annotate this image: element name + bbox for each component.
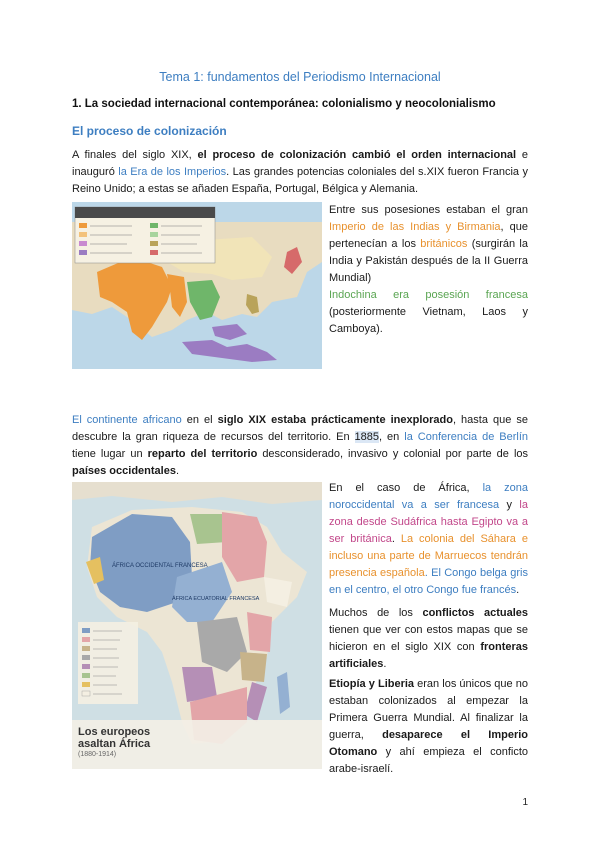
intro-text: A finales del siglo XIX,	[72, 149, 198, 161]
africa-intro-bold: reparto del territorio	[147, 448, 258, 460]
asia-text: (surgirán la India y Pakistán después de la II Guerra Mundial)	[329, 238, 528, 284]
conflictos-bold: conflictos actuales	[422, 607, 528, 619]
caption-years: (1880-1914)	[78, 751, 117, 758]
asia-paragraph-2	[329, 287, 528, 338]
page-title: Tema 1: fundamentos del Periodismo Internacional	[159, 70, 441, 84]
africa-text: En el caso de África,	[329, 482, 483, 494]
year-highlight: 1885	[354, 431, 380, 443]
asia-paragraph-1	[329, 202, 528, 287]
imperio-otomano-bold: desaparece el Imperio Otomano	[329, 729, 528, 758]
intro-bold: el proceso de colonización cambió el orden internacional	[197, 149, 517, 161]
africa-paragraph-3	[329, 676, 528, 778]
asia-map-graphic	[72, 202, 322, 369]
africa-intro-text: , en	[379, 431, 405, 443]
britanicos-highlight: británicos	[420, 238, 468, 250]
intro-text: . Las grandes potencias coloniales del s.XIX fueron Francia y Reino Unido; a estas se añaden España, Portugal, Bélgica y Alemania.	[72, 166, 528, 195]
africa-intro-bold: siglo XIX estaba prácticamente inexplorado	[217, 414, 453, 426]
congo-frances-highlight: el otro Congo fue francés	[392, 584, 517, 596]
zona-britanica-highlight: la zona desde Sudáfrica hasta Egipto va a ser británica	[329, 499, 528, 545]
aof-label: ÁFRICA OCCIDENTAL FRANCESA	[112, 563, 208, 569]
caption-line-1: Los europeos	[78, 726, 151, 738]
sahara-espanola-highlight: La colonia del Sáhara e incluso una parte de Marruecos tendrán presencia española	[329, 533, 528, 579]
indias-birmania-highlight: Imperio de las Indias y Birmania	[329, 221, 501, 233]
africa-map-legend	[78, 622, 138, 704]
era-imperios-highlight: la Era de los Imperios	[118, 166, 227, 178]
subsection-heading: El proceso de colonización	[72, 124, 227, 138]
asia-text: , que pertenecían a los	[329, 221, 528, 250]
africa-colonial-map	[72, 482, 322, 769]
africa-text: .	[391, 533, 401, 545]
africa-text: Muchos de los	[329, 607, 423, 619]
indochina-highlight: Indochina era posesión francesa	[329, 289, 528, 301]
asia-text: Entre sus posesiones estaban el gran	[329, 204, 528, 216]
africa-text: y	[499, 499, 520, 511]
africa-intro-text: .	[175, 465, 180, 477]
africa-intro-text: en el	[181, 414, 218, 426]
zona-francesa-highlight: la zona noroccidental va a ser francesa	[329, 482, 528, 511]
africa-text: tienen que ver con estos mapas que se hicieron en el siglo XIX con	[329, 624, 528, 653]
africa-paragraph-2	[329, 605, 528, 673]
africa-map-caption	[78, 726, 150, 760]
africa-intro-text: desconsiderado, invasivo y colonial por parte de los	[257, 448, 528, 460]
aef-label: ÁFRICA ECUATORIAL FRANCESA	[172, 596, 260, 602]
fronteras-bold: fronteras artificiales	[329, 641, 528, 670]
intro-paragraph	[72, 147, 528, 198]
section-heading: 1. La sociedad internacional contemporánea: colonialismo y neocolonialismo	[72, 98, 496, 110]
africa-text: .	[383, 658, 387, 670]
africa-intro-bold: países occidentales	[72, 465, 176, 477]
etiopia-liberia-bold: Etiopía y Liberia	[329, 678, 415, 690]
asia-colonial-map	[72, 202, 322, 369]
congo-belga-text: . El Congo belga gris en el centro,	[329, 567, 528, 596]
asia-text: (posteriormente Vietnam, Laos y Camboya).	[329, 306, 528, 335]
africa-intro-paragraph	[72, 412, 528, 480]
page-number: 1	[522, 797, 528, 808]
africa-paragraph-1	[329, 480, 528, 599]
africa-intro-text: tiene lugar un	[72, 448, 148, 460]
intro-text: e inauguró	[72, 149, 528, 178]
africa-intro-text: , hasta que se descubre la gran riqueza de recursos del territorio. En	[72, 414, 528, 443]
africa-text: .	[516, 584, 520, 596]
continente-africano-highlight: El continente africano	[72, 414, 182, 426]
africa-text: y ahí empieza el conficto arabe-israelí.	[329, 746, 528, 775]
caption-line-2: asaltan África	[78, 738, 151, 750]
africa-text: eran los únicos que no estaban colonizados al empezar la Primera Guerra Mundial. Al finalizar la guerra,	[329, 678, 528, 741]
conferencia-berlin-highlight: la Conferencia de Berlín	[404, 431, 529, 443]
